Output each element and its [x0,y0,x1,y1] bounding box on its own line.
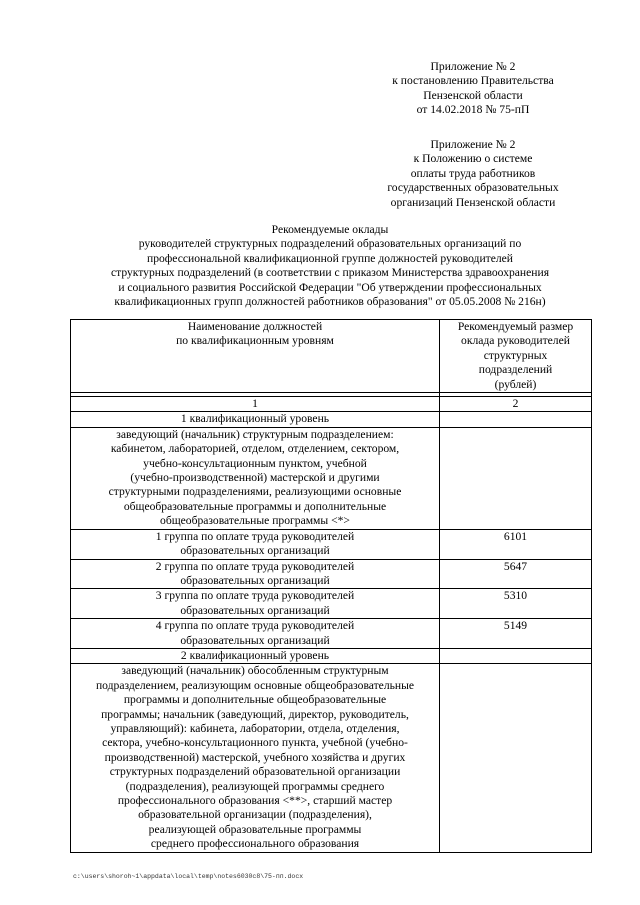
appendix-line: Пензенской области [423,88,523,102]
description-line: программы и дополнительные общеобразовательные [123,693,387,707]
appendix-line: Приложение № 2 [430,60,516,73]
salary-table [70,319,592,853]
title-line: руководителей структурных подразделений образовательных организаций по [138,237,522,251]
description-line: заведующий (начальник) обособленным структурным [121,664,389,678]
empty-cell [440,648,592,663]
table-row [71,559,592,589]
description-line: производственной) мастерской, учебного хозяйства и других [104,750,406,764]
column-number-1: 1 [71,397,440,412]
appendix-reference-decree [363,60,583,118]
appendix-line: государственных образовательных [387,181,559,195]
empty-cell [440,427,592,529]
group-name [71,589,440,619]
title-line: квалификационных групп должностей работников образования" от 05.05.2008 № 216н) [114,295,546,309]
group-salary: 6101 [440,529,592,559]
table-row [71,589,592,619]
description-line: (учебно-производственной) мастерской и другими [130,471,380,485]
table-numbering-row [71,397,592,412]
document-title [70,223,590,309]
group-name [71,529,440,559]
group-name-line: 3 группа по оплате труда руководителей [155,589,355,603]
level-1-title: 1 квалификационный уровень [71,412,440,427]
group-salary: 5310 [440,589,592,619]
description-line: структурными подразделениями, реализующими основные [108,485,402,499]
header-text: подразделений [478,363,553,377]
column-number-2: 2 [440,397,592,412]
level-2-title: 2 квалификационный уровень [71,648,440,663]
description-line: (подразделения), реализующей программы среднего [125,779,385,793]
group-name-line: образовательных организаций [180,573,330,587]
description-line: подразделением, реализующим основные общеобразовательные [95,678,415,692]
description-line: среднего профессионального образования [150,837,360,851]
group-name [71,619,440,649]
level-1-description [71,427,440,529]
header-text: по квалификационным уровням [176,334,334,348]
file-path-footer: c:\users\shoroh~1\appdata\local\temp\notes6030c8\75-пп.docx [73,873,304,880]
table-row [71,664,592,852]
header-text: Рекомендуемый размер [457,320,574,333]
description-line: программы; начальник (заведующий, директор, руководитель, [101,707,409,721]
level-2-description [71,664,440,852]
appendix-line: к Положению о системе [413,152,533,166]
appendix-line: оплаты труда работников [410,166,536,180]
group-salary: 5149 [440,619,592,649]
group-name-line: образовательных организаций [180,603,330,617]
appendix-line: к постановлению Правительства [392,74,554,88]
header-text: структурных [483,348,548,362]
group-name-line: 4 группа по оплате труда руководителей [155,619,355,633]
header-position-name [71,320,440,393]
group-name-line: образовательных организаций [180,633,330,647]
title-line: структурных подразделений (в соответствии с приказом Министерства здравоохранения [110,266,550,280]
header-text: (рублей) [494,377,537,391]
description-line: управляющий): кабинета, лаборатории, отдела, отделения, [110,721,400,735]
header-salary [440,320,592,393]
description-line: учебно-консультационным пунктом, учебной [143,456,367,470]
description-line: общеобразовательные программы <*> [160,514,350,528]
table-header-row [71,320,592,393]
table-row [71,427,592,529]
description-line: структурных подразделений образовательной организации [109,765,401,779]
header-text: Наименование должностей [187,320,323,333]
title-line: профессиональной квалификационной группе должностей руководителей [146,251,514,265]
empty-cell [440,412,592,427]
appendix-reference-regulation [363,138,583,210]
title-line: Рекомендуемые оклады [271,223,389,236]
description-line: общеобразовательные программы и дополнительные [123,499,387,513]
group-salary: 5647 [440,559,592,589]
header-text: оклада руководителей [461,334,570,348]
appendix-line: организаций Пензенской области [390,195,556,209]
description-line: реализующей образовательные программы [148,822,362,836]
table-row [71,529,592,559]
appendix-line: от 14.02.2018 № 75-пП [416,103,530,117]
title-line: и социального развития Российской Федерации "Об утверждении профессиональных [118,280,542,294]
group-name [71,559,440,589]
table-row [71,619,592,649]
description-line: образовательной организации (подразделения), [138,808,372,822]
table-row [71,412,592,427]
description-line: сектора, учебно-консультационного пункта, учебной (учебно- [102,736,408,750]
description-line: профессионального образования <**>, старший мастер [117,794,393,807]
group-name-line: образовательных организаций [180,544,330,558]
description-line: кабинетом, лабораторией, отделом, отделением, сектором, [110,442,400,456]
table-row [71,648,592,663]
empty-cell [440,664,592,852]
group-name-line: 2 группа по оплате труда руководителей [155,559,355,573]
appendix-line: Приложение № 2 [430,138,516,151]
description-line: заведующий (начальник) структурным подразделением: [116,427,394,441]
group-name-line: 1 группа по оплате труда руководителей [155,529,355,543]
